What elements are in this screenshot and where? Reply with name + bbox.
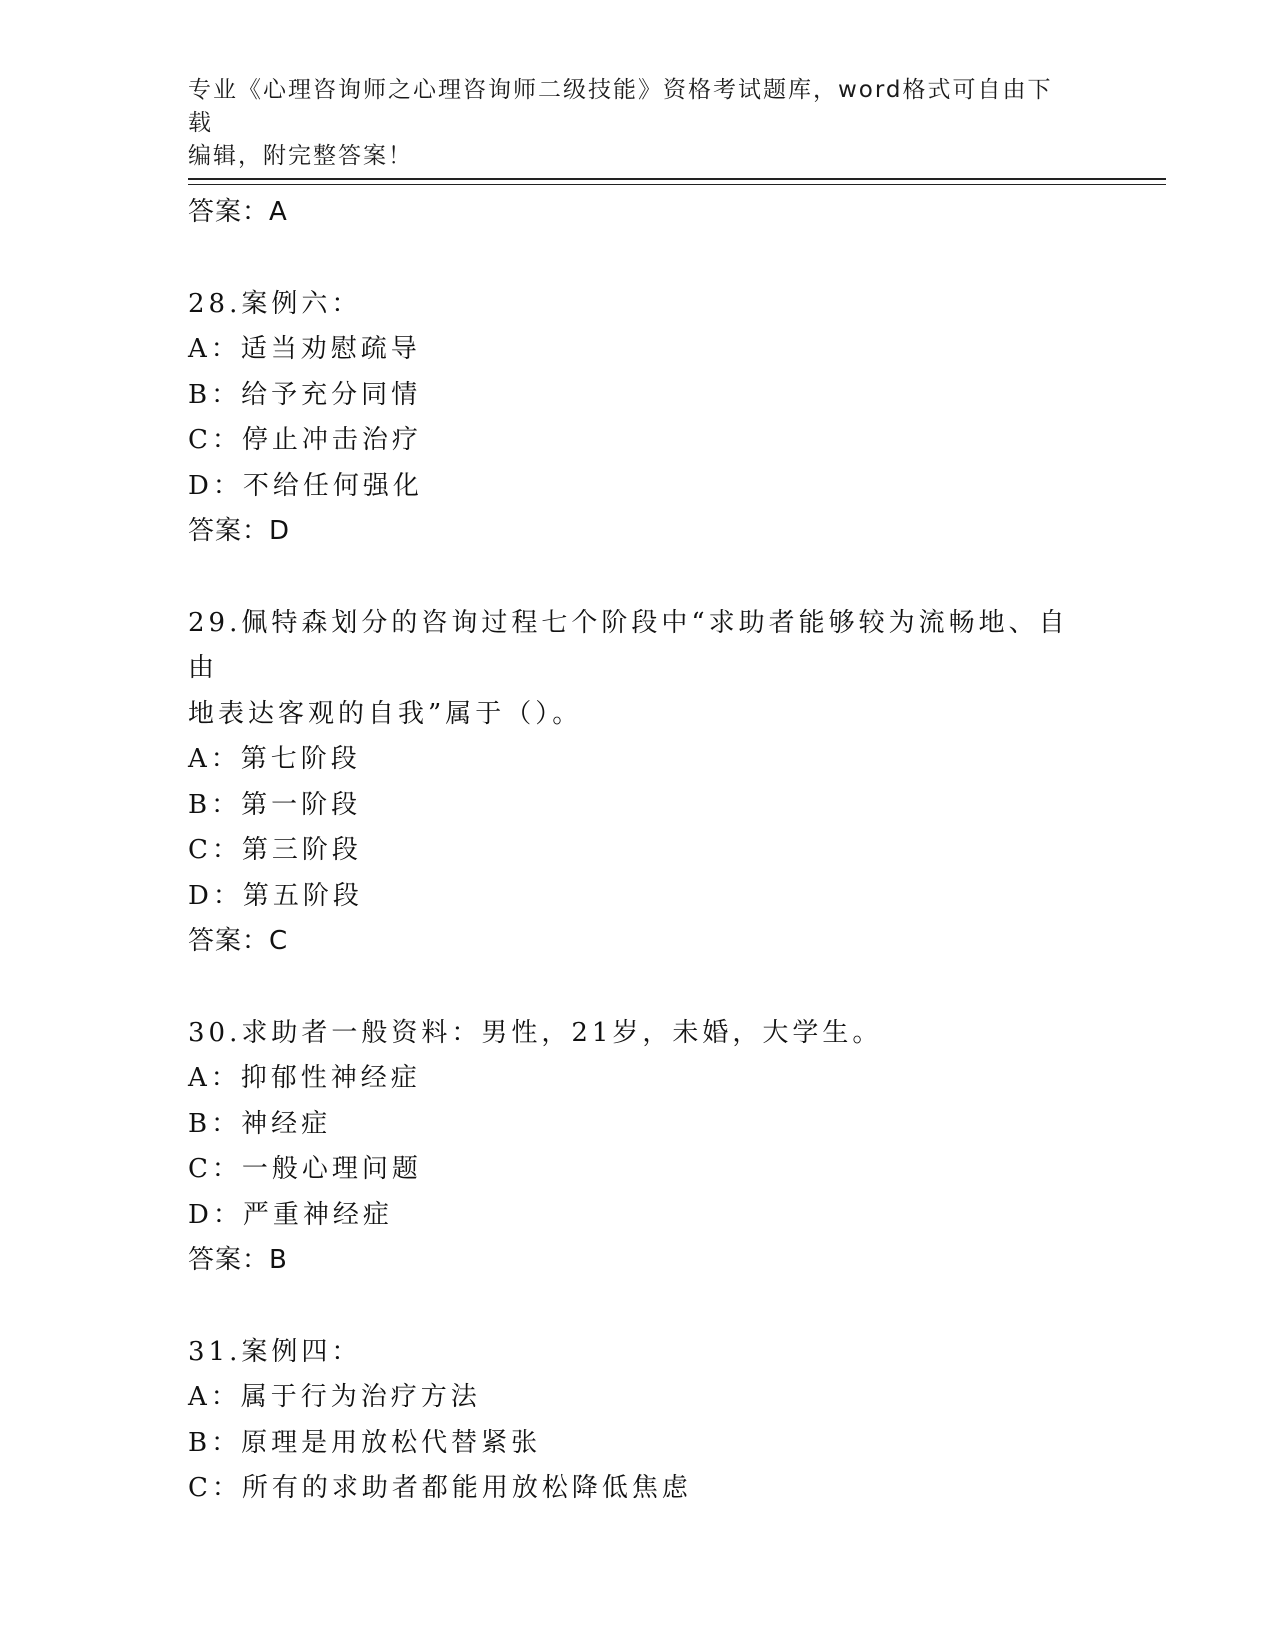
option-b: B：第一阶段 <box>188 789 362 820</box>
question-stem: 29.佩特森划分的咨询过程七个阶段中“求助者能够较为流畅地、自由 <box>188 607 1069 683</box>
option-a: A：适当劝慰疏导 <box>188 334 421 364</box>
document-header <box>188 74 1068 173</box>
question-list <box>188 190 1088 1512</box>
question-stem: 31.案例四： <box>188 1336 362 1367</box>
header-divider <box>188 178 1166 180</box>
header-line-2: 编辑，附完整答案！ <box>188 143 413 169</box>
option-d: D：严重神经症 <box>188 1199 393 1230</box>
answer-line: 答案：D <box>188 516 291 546</box>
option-a: A：属于行为治疗方法 <box>188 1382 481 1412</box>
option-d: D：第五阶段 <box>188 880 363 911</box>
option-a: A：第七阶段 <box>188 744 361 774</box>
option-c: C：一般心理问题 <box>188 1154 422 1184</box>
option-a: A：抑郁性神经症 <box>188 1063 421 1093</box>
option-c: C：停止冲击治疗 <box>188 425 422 455</box>
answer-line: 答案：C <box>188 926 289 956</box>
option-b: B：给予充分同情 <box>188 379 422 410</box>
question-stem-continued: 地表达客观的自我”属于（）。 <box>188 698 583 729</box>
option-c: C：第三阶段 <box>188 835 362 865</box>
option-b: B：原理是用放松代替紧张 <box>188 1427 542 1458</box>
question-item <box>188 282 1088 555</box>
question-item <box>188 601 1088 965</box>
answer-line: 答案：B <box>188 1245 288 1275</box>
header-line-1: 专业《心理咨询师之心理咨询师二级技能》资格考试题库，word格式可自由下载 <box>188 77 1053 136</box>
option-c: C：所有的求助者都能用放松降低焦虑 <box>188 1473 692 1503</box>
header-divider-thin <box>188 184 1166 185</box>
question-item <box>188 1011 1088 1284</box>
question-stem: 30.求助者一般资料：男性，21岁，未婚，大学生。 <box>188 1017 883 1048</box>
answer-line: 答案：A <box>188 197 288 227</box>
option-d: D：不给任何强化 <box>188 470 423 501</box>
question-stem: 28.案例六： <box>188 288 362 319</box>
option-b: B：神经症 <box>188 1108 332 1139</box>
question-item <box>188 1330 1088 1512</box>
